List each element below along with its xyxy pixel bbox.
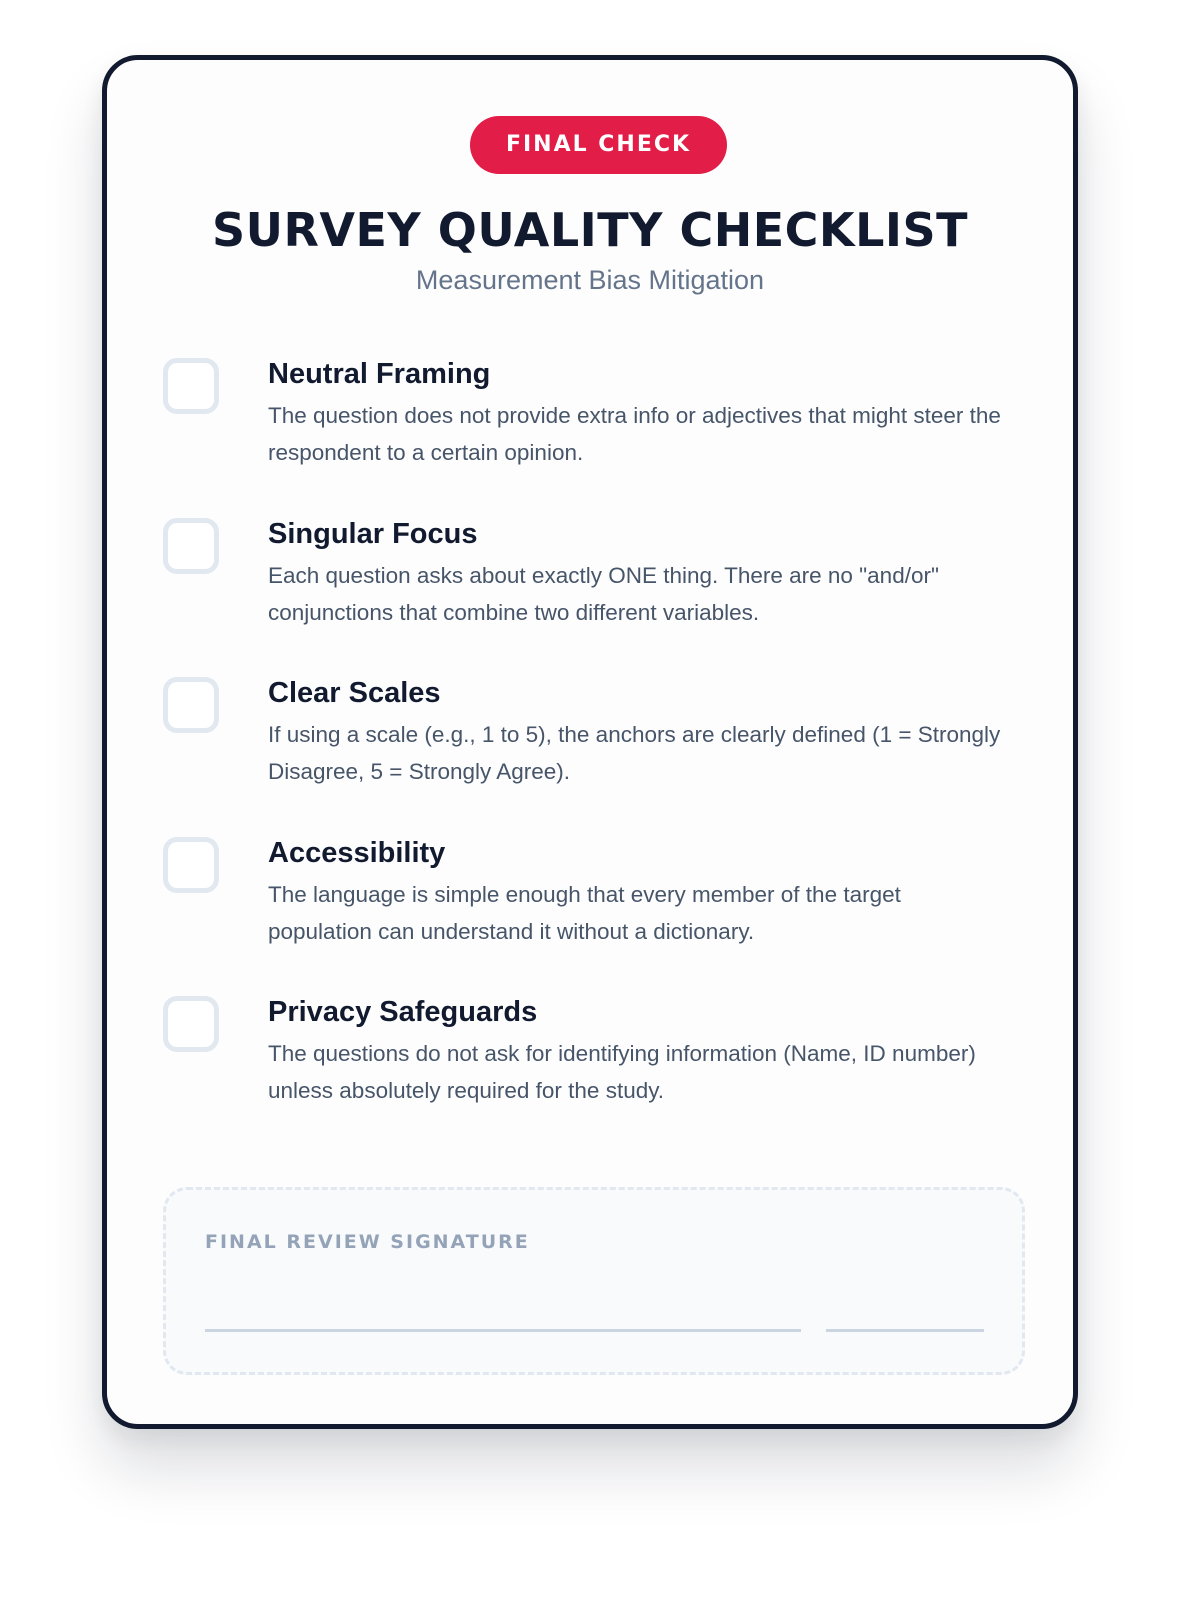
item-description: Each question asks about exactly ONE thing. There are no "and/or" conjunctions that combine two different variables. [268,563,939,625]
checkbox[interactable] [163,358,219,414]
page-title: SURVEY QUALITY CHECKLIST [211,203,969,257]
checklist-item-accessibility [163,837,1043,957]
signature-line[interactable] [205,1329,801,1332]
item-description: If using a scale (e.g., 1 to 5), the anchors are clearly defined (1 = Strongly Disagree, 5 = Strongly Agree). [268,722,1001,784]
item-title: Clear Scales [268,677,441,709]
item-title: Singular Focus [268,518,478,550]
item-description: The language is simple enough that every member of the target population can understand it without a dictionary. [268,882,901,944]
checklist-item-singular-focus [163,518,1043,638]
checklist-item-clear-scales [163,677,1043,797]
checkbox[interactable] [163,518,219,574]
checkbox[interactable] [163,837,219,893]
checklist-card [102,55,1078,1429]
final-check-badge: FINAL CHECK [470,116,727,174]
signature-box [163,1187,1025,1375]
checklist-item-neutral-framing [163,358,1043,478]
item-description: The question does not provide extra info or adjectives that might steer the respondent to a certain opinion. [268,403,1001,465]
checkbox[interactable] [163,677,219,733]
checklist-item-privacy-safeguards [163,996,1043,1116]
checkbox[interactable] [163,996,219,1052]
item-title: Accessibility [268,837,446,869]
item-title: Neutral Framing [268,358,491,390]
signature-label: FINAL REVIEW SIGNATURE [205,1231,530,1253]
item-description: The questions do not ask for identifying information (Name, ID number) unless absolutely required for the study. [268,1041,976,1103]
page-subtitle: Measurement Bias Mitigation [415,265,765,295]
item-title: Privacy Safeguards [268,996,538,1028]
date-line[interactable] [826,1329,984,1332]
